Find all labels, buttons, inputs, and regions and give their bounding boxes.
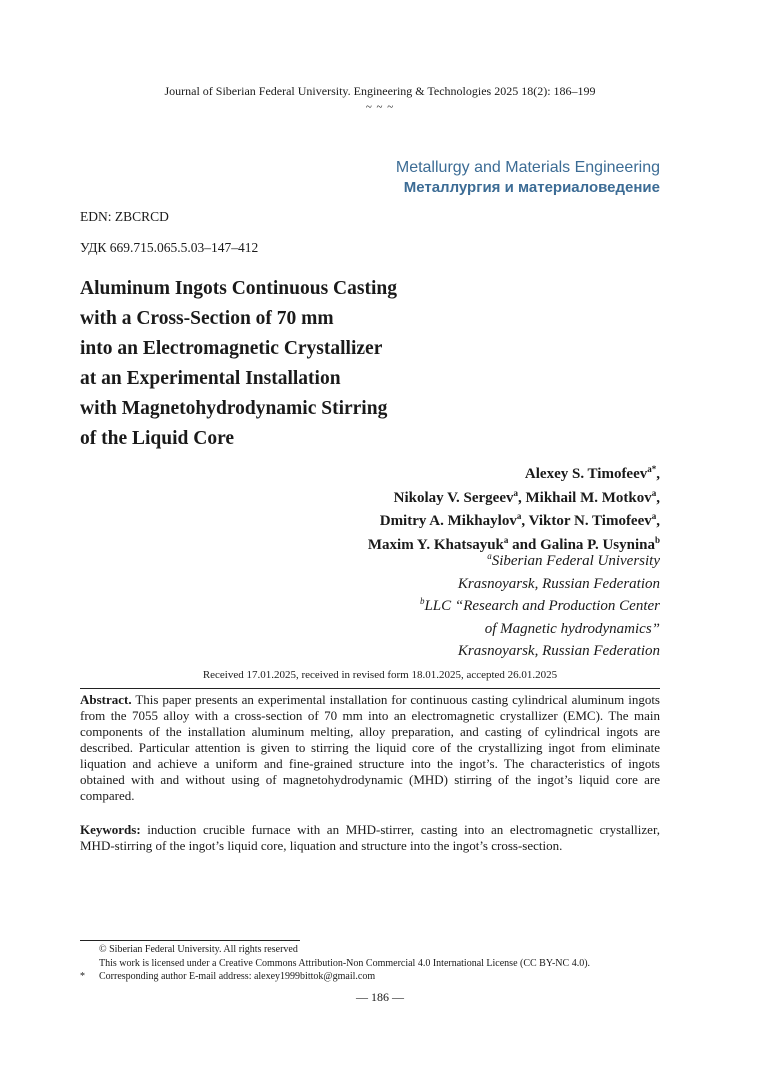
- affiliation-line: [420, 595, 660, 618]
- author-separator: ,: [656, 466, 660, 482]
- title-line: of the Liquid Core: [80, 428, 235, 449]
- author-name: Alexey S. Timofeev: [524, 466, 648, 482]
- author-separator: ,: [521, 513, 526, 529]
- title-line: with Magnetohydrodynamic Stirring: [80, 398, 388, 419]
- affiliation-mark: a: [651, 511, 657, 521]
- footnote-corresponding: [80, 970, 680, 984]
- affiliation-line: Krasnoyarsk, Russian Federation: [457, 643, 660, 659]
- header-separator: ~ ~ ~: [365, 101, 395, 113]
- author-name: Nikolay V. Sergeev: [393, 489, 514, 506]
- author-name: Galina P. Usynina: [540, 536, 655, 553]
- keywords: [80, 822, 660, 854]
- author-line: [368, 487, 660, 511]
- affiliation-mark: a: [513, 487, 518, 498]
- author-separator: ,: [656, 513, 660, 529]
- author-list: [368, 463, 660, 557]
- keywords-text: induction crucible furnace with an MHD-stirrer, casting into an electromagnetic crystallizer, MHD-stirring of the ingot’s liquid core, liquation and structure into the ingot’s cross-section.: [80, 822, 660, 853]
- affiliation-line: [420, 550, 660, 573]
- affiliation-mark: a*: [647, 464, 657, 474]
- author-separator: and: [508, 536, 541, 553]
- affiliation-mark: b: [654, 534, 660, 545]
- edn-code: EDN: ZBCRCD: [80, 209, 169, 224]
- affiliation-line: Krasnoyarsk, Russian Federation: [457, 575, 660, 592]
- affiliations: [420, 550, 660, 663]
- journal-header: Journal of Siberian Federal University. Engineering & Technologies 2025 18(2): 186–199: [164, 84, 596, 98]
- footnote-text: This work is licensed under a Creative Commons Attribution-Non Commercial 4.0 International License (CC BY-NC 4.0).: [99, 957, 591, 969]
- received-dates: Received 17.01.2025, received in revised form 18.01.2025, accepted 26.01.2025: [202, 669, 558, 681]
- author-name: Viktor N. Timofeev: [528, 513, 652, 529]
- title-line: into an Electromagnetic Crystallizer: [80, 338, 383, 359]
- author-separator: ,: [518, 489, 522, 506]
- udk-code: УДК 669.715.065.5.03–147–412: [80, 240, 259, 255]
- footnote-text: Corresponding author E-mail address: alexey1999bittok@gmail.com: [99, 971, 376, 983]
- keywords-label: Keywords:: [80, 822, 141, 837]
- abstract: [80, 692, 660, 804]
- page-number: — 186 —: [356, 990, 404, 1004]
- affiliation-mark: a: [503, 534, 509, 545]
- article-title: [80, 274, 500, 454]
- footnote-divider: [80, 940, 300, 941]
- footnotes: [80, 943, 680, 984]
- section-title-ru: Металлургия и материаловедение: [403, 179, 660, 196]
- author-separator: ,: [656, 489, 660, 506]
- footnote-copyright: [80, 943, 680, 957]
- abstract-label: Abstract.: [80, 692, 132, 707]
- affiliation-line: of Magnetic hydrodynamics”: [484, 620, 660, 637]
- title-line: with a Cross-Section of 70 mm: [80, 308, 334, 329]
- affiliation-mark: a: [487, 551, 492, 561]
- footnote-license: [80, 957, 680, 971]
- abstract-text: This paper presents an experimental installation for continuous casting cylindrical aluminum ingots from the 7055 alloy with a cross-section of 70 mm into an electromagnetic crystallizer (EMC). The main components of the installation aluminum melting, alloy preparation, and casting of cylindrical ingots are described. Particular attention is given to stirring the liquid core of the crystallizing ingot from eliminate liquation and achieve a uniform and fine-grained structure into the ingot’s. The characteristics of ingots obtained with and without using of magnetohydrodynamic (MHD) stirring of the ingot’s liquid core are compared.: [80, 692, 660, 803]
- author-line: [368, 463, 660, 487]
- affiliation-mark: b: [419, 596, 425, 606]
- title-line: at an Experimental Installation: [80, 368, 341, 389]
- affiliation-text: LLC “Research and Production Center: [424, 598, 660, 614]
- author-name: Dmitry A. Mikhaylov: [379, 513, 517, 529]
- title-line: Aluminum Ingots Continuous Casting: [80, 278, 397, 299]
- section-title-en: Metallurgy and Materials Engineering: [395, 159, 660, 176]
- footnote-mark: *: [80, 971, 85, 983]
- divider: [80, 688, 660, 689]
- footnote-text: © Siberian Federal University. All rights reserved: [99, 944, 298, 955]
- author-name: Mikhail M. Motkov: [525, 489, 652, 506]
- affiliation-mark: a: [516, 511, 522, 521]
- affiliation-mark: a: [651, 487, 657, 498]
- affiliation-text: Siberian Federal University: [491, 553, 660, 569]
- author-name: Maxim Y. Khatsayuk: [367, 536, 504, 553]
- author-line: [368, 510, 660, 534]
